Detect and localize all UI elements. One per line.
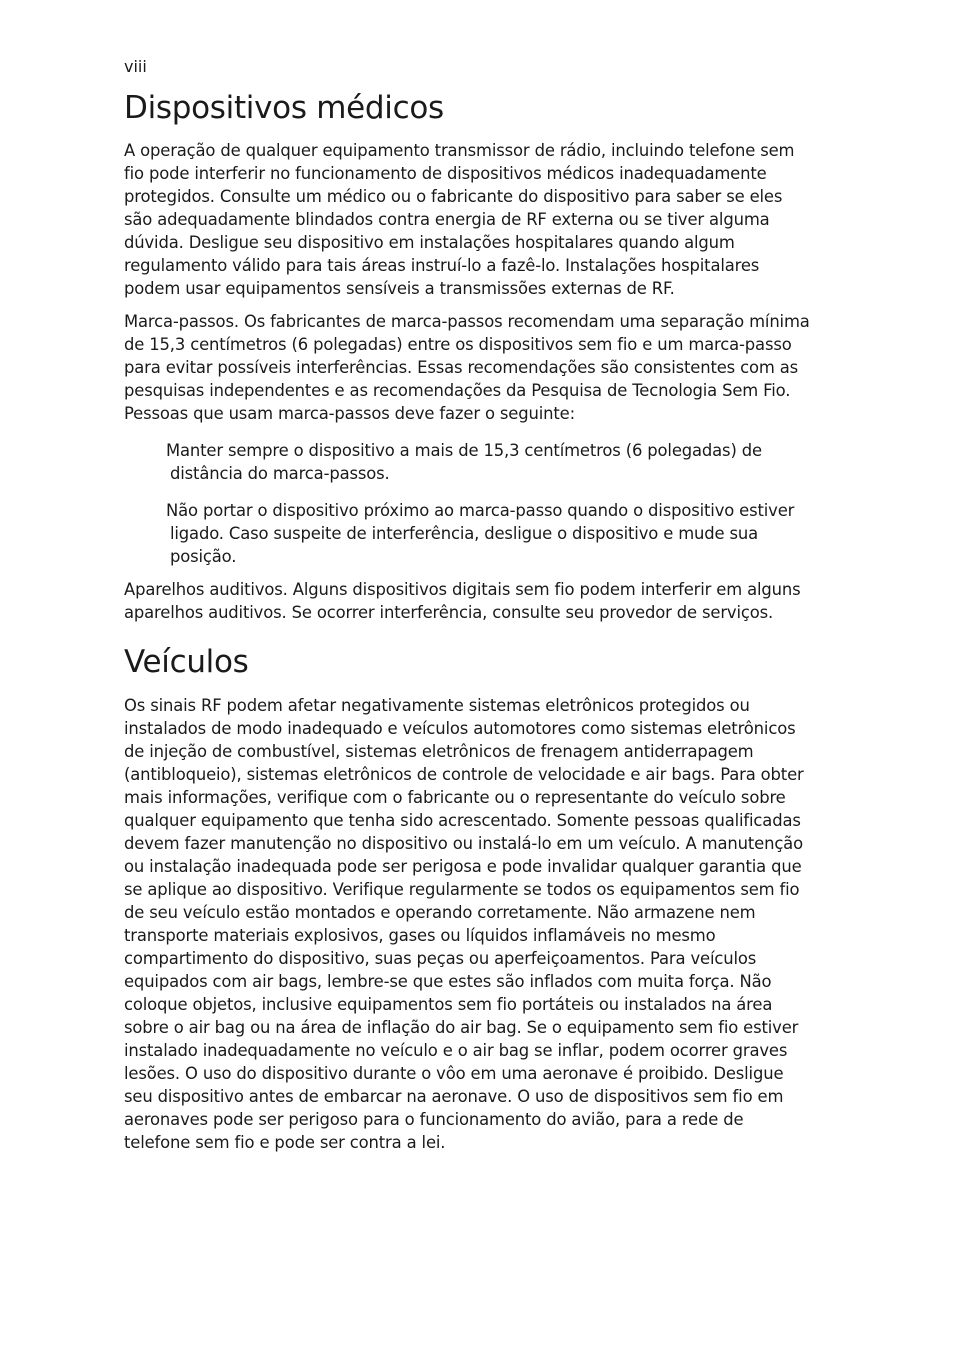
section-title-medical-devices: Dispositivos médicos <box>124 90 444 126</box>
list-item-text: Não portar o dispositivo próximo ao marca-passo quando o dispositivo estiver ligado. Caso suspeite de interferência, desligue o dispositivo e mude sua posição. <box>166 501 795 566</box>
vehicles-paragraph: Os sinais RF podem afetar negativamente sistemas eletrônicos protegidos ou instalados de modo inadequado e veículos automotores como sistemas eletrônicos de injeção de combustível, sistemas eletrônicos de frenagem antiderrapagem (antibloqueio), sistemas eletrônicos de controle de velocidade e air bags. Para obter mais informações, verifique com o fabricante ou o representante do veículo sobre qualquer equipamento que tenha sido acrescentado. Somente pessoas qualificadas devem fazer manutenção no dispositivo ou instalá-lo em um veículo. A manutenção ou instalação inadequada pode ser perigosa e pode invalidar qualquer garantia que se aplique ao dispositivo. Verifique regularmente se todos os equipamentos sem fio de seu veículo estão montados e operando corretamente. Não armazene nem transporte materiais explosivos, gases ou líquidos inflamáveis no mesmo compartimento do dispositivo, suas peças ou aperfeiçoamentos. Para veículos equipados com air bags, lembre-se que estes são inflados com muita força. Não coloque objetos, inclusive equipamentos sem fio portáteis ou instalados na área sobre o air bag ou na área de inflação do air bag. Se o equipamento sem fio estiver instalado inadequadamente no veículo e o air bag se inflar, podem ocorrer graves lesões. O uso do dispositivo durante o vôo em uma aeronave é proibido. Desligue seu dispositivo antes de embarcar na aeronave. O uso de dispositivos sem fio em aeronaves pode ser perigoso para o funcionamento do avião, para a rede de telefone sem fio e pode ser contra a lei. <box>124 696 804 1152</box>
page-number: viii <box>124 57 147 76</box>
medical-intro-paragraph: A operação de qualquer equipamento transmissor de rádio, incluindo telefone sem fio pode interferir no funcionamento de dispositivos médicos inadequadamente protegidos. Consulte um médico ou o fabricante do dispositivo para saber se eles são adequadamente blindados contra energia de RF externa ou se tiver alguma dúvida. Desligue seu dispositivo em instalações hospitalares quando algum regulamento válido para tais áreas instruí-lo a fazê-lo. Instalações hospitalares podem usar equipamentos sensíveis a transmissões externas de RF. <box>124 141 795 298</box>
hearing-aids-lead: Aparelhos auditivos. <box>124 580 288 599</box>
section-title-vehicles: Veículos <box>124 644 249 680</box>
pacemakers-text: Os fabricantes de marca-passos recomendam uma separação mínima de 15,3 centímetros (6 polegadas) entre os dispositivos sem fio e um marca-passo para evitar possíveis interferências. Essas recomendações são consistentes com as pesquisas independentes e as recomendações da Pesquisa de Tecnologia Sem Fio. Pessoas que usam marca-passos deve fazer o seguinte: <box>124 312 810 423</box>
pacemaker-guidelines-list <box>124 439 810 568</box>
pacemakers-lead: Marca-passos. <box>124 312 239 331</box>
document-page <box>124 56 810 1154</box>
list-item-text: Manter sempre o dispositivo a mais de 15,3 centímetros (6 polegadas) de distância do marca-passos. <box>166 441 762 483</box>
list-item <box>124 439 810 485</box>
hearing-aids-paragraph <box>124 578 810 624</box>
pacemakers-paragraph <box>124 310 810 425</box>
bullet-icon <box>124 439 162 462</box>
bullet-icon <box>124 499 162 522</box>
list-item <box>124 499 810 568</box>
hearing-aids-text: Alguns dispositivos digitais sem fio podem interferir em alguns aparelhos auditivos. Se ocorrer interferência, consulte seu provedor de serviços. <box>124 580 801 622</box>
